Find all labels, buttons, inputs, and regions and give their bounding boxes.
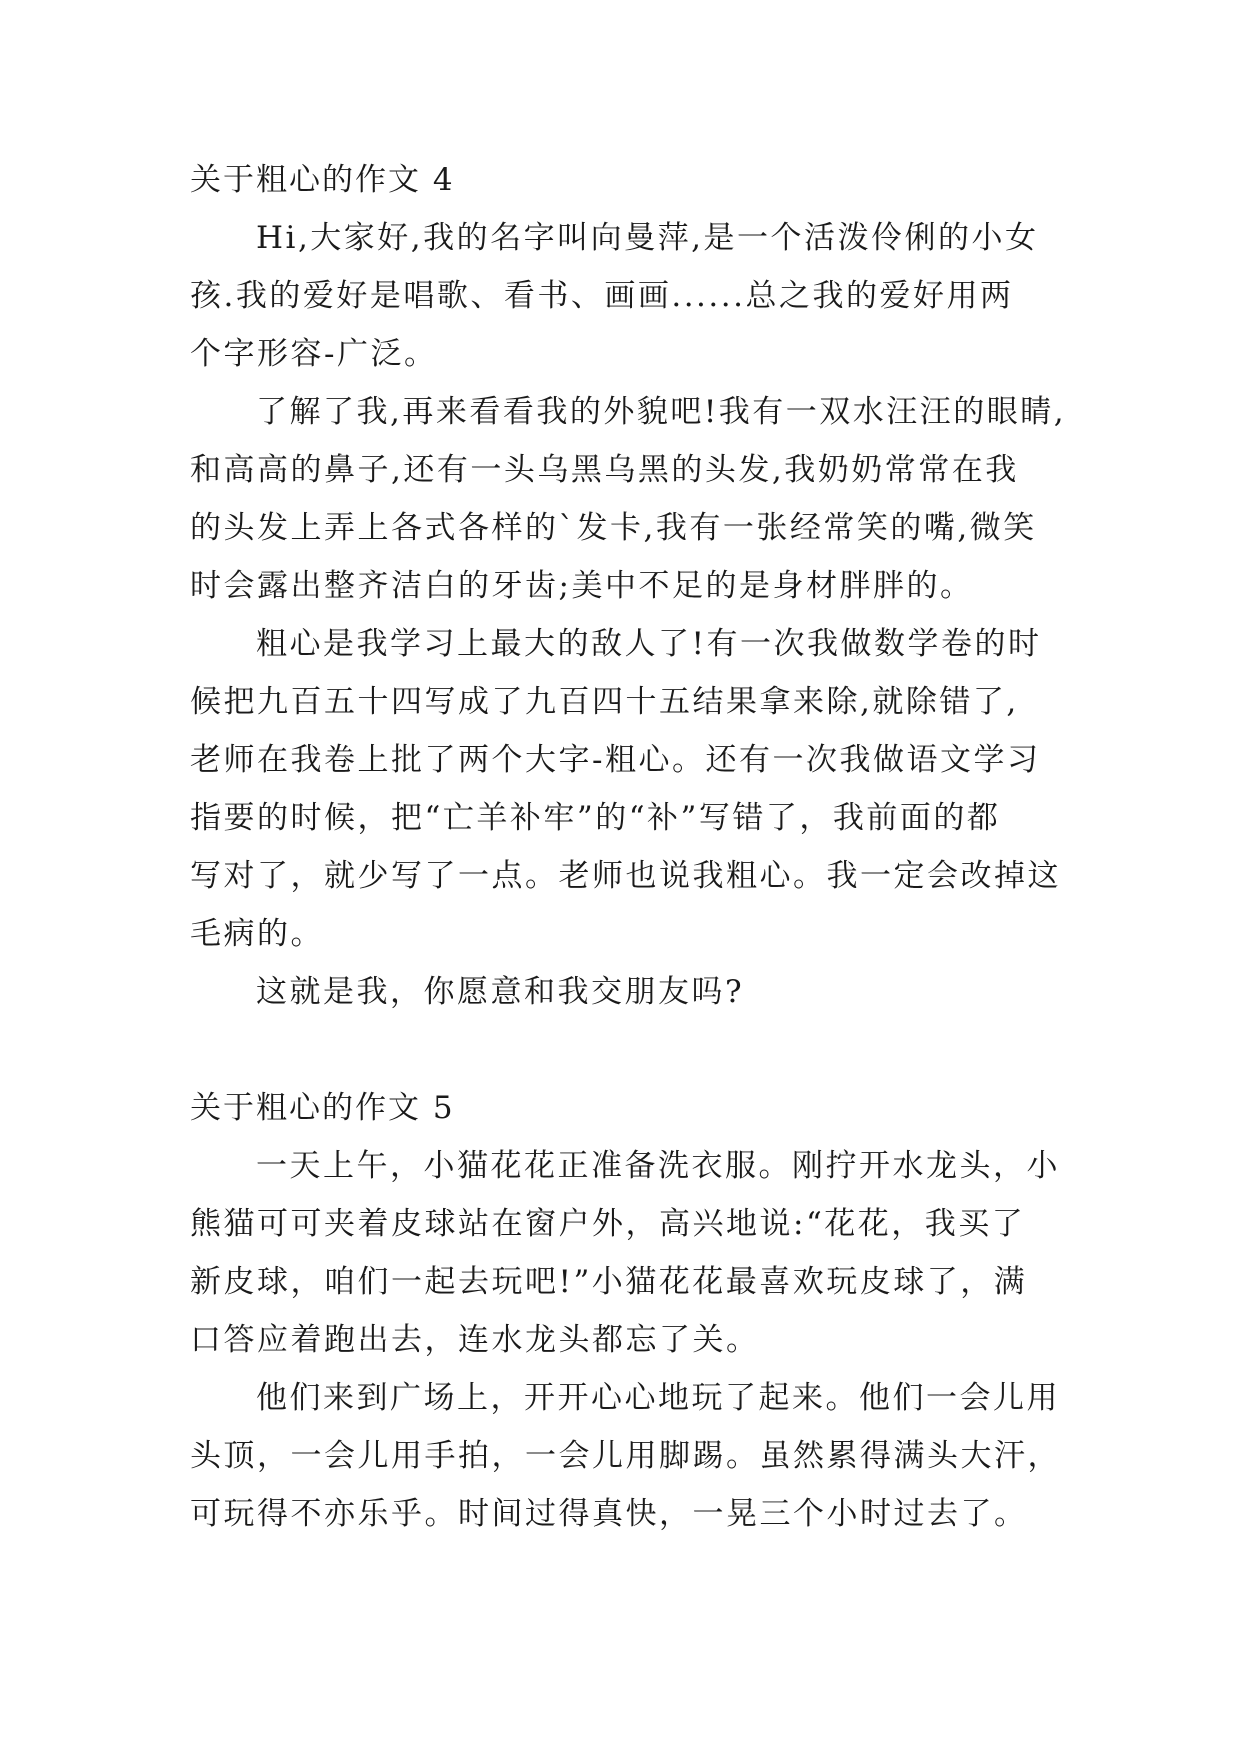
essay-4-line: 毛病的。 xyxy=(190,916,324,952)
essay-5-line: 他们来到广场上，开开心心地玩了起来。他们一会儿用 xyxy=(256,1380,1060,1416)
essay-4-line: 和高高的鼻子,还有一头乌黑乌黑的头发,我奶奶常常在我 xyxy=(190,452,1019,488)
essay-4-title: 关于粗心的作文 4 xyxy=(190,162,455,198)
essay-5-line: 一天上午，小猫花花正准备洗衣服。刚拧开水龙头，小 xyxy=(256,1148,1060,1184)
essay-4-line: 个字形容-广泛。 xyxy=(190,336,438,372)
essay-4-line: 这就是我，你愿意和我交朋友吗? xyxy=(256,974,745,1010)
essay-4-line: 的头发上弄上各式各样的`发卡,我有一张经常笑的嘴,微笑 xyxy=(190,510,1037,546)
essay-5-line: 可玩得不亦乐乎。时间过得真快，一晃三个小时过去了。 xyxy=(190,1496,1028,1532)
essay-4-line: 粗心是我学习上最大的敌人了!有一次我做数学卷的时 xyxy=(256,626,1042,662)
essay-4-line: 孩.我的爱好是唱歌、看书、画画......总之我的爱好用两 xyxy=(190,278,1014,314)
essay-5-line: 熊猫可可夹着皮球站在窗户外，高兴地说:“花花，我买了 xyxy=(190,1206,1026,1242)
essay-4-line: 老师在我卷上批了两个大字-粗心。还有一次我做语文学习 xyxy=(190,742,1041,778)
essay-4-line: 候把九百五十四写成了九百四十五结果拿来除,就除错了, xyxy=(190,684,1019,720)
essay-5-line: 口答应着跑出去，连水龙头都忘了关。 xyxy=(190,1322,760,1358)
essay-5-line: 头顶，一会儿用手拍，一会儿用脚踢。虽然累得满头大汗， xyxy=(190,1438,1061,1474)
essay-4-line: 时会露出整齐洁白的牙齿;美中不足的是身材胖胖的。 xyxy=(190,568,974,604)
essay-4-line: 写对了，就少写了一点。老师也说我粗心。我一定会改掉这 xyxy=(190,858,1061,894)
essay-4-line: 了解了我,再来看看我的外貌吧!我有一双水汪汪的眼睛, xyxy=(256,394,1067,430)
essay-4-line: Hi,大家好,我的名字叫向曼萍,是一个活泼伶俐的小女 xyxy=(256,220,1039,256)
essay-5-line: 新皮球，咱们一起去玩吧!”小猫花花最喜欢玩皮球了，满 xyxy=(190,1264,1028,1300)
essay-4-line: 指要的时候，把“亡羊补牢”的“补”写错了，我前面的都 xyxy=(190,800,1001,836)
essay-5-title: 关于粗心的作文 5 xyxy=(190,1090,455,1126)
